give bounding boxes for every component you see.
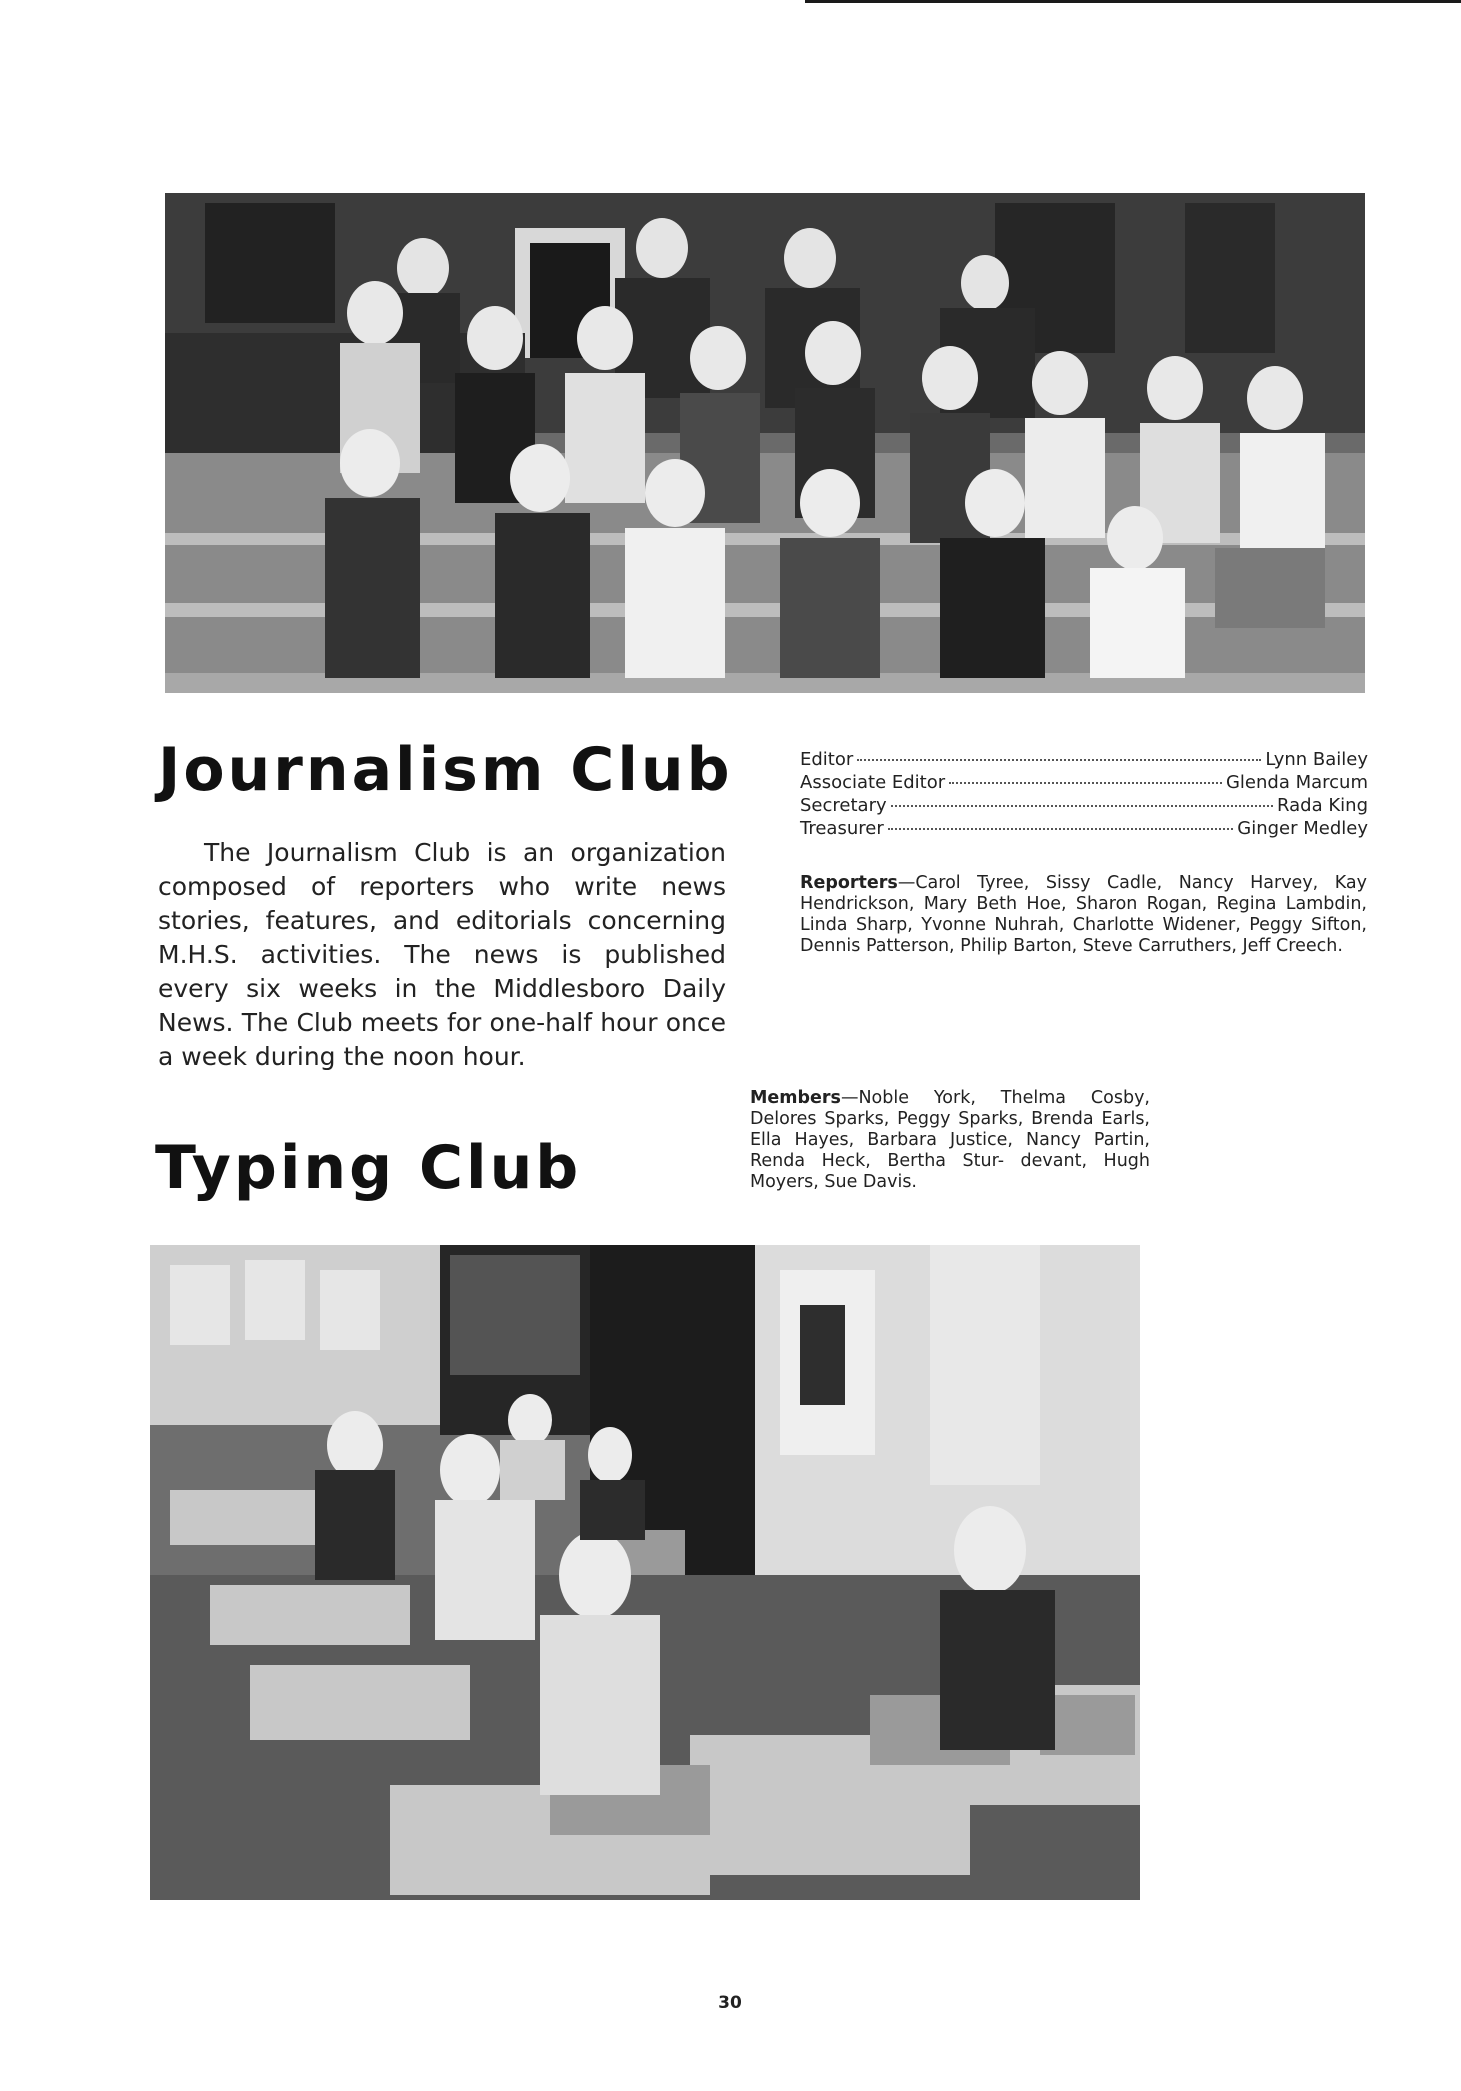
page-edge-line [805, 0, 1461, 3]
officer-list [800, 748, 1368, 840]
officer-name: Rada King [1277, 795, 1368, 816]
officer-name: Ginger Medley [1237, 818, 1368, 839]
reporters-names: —Carol Tyree, Sissy Cadle, Nancy Harvey, Kay Hendrickson, Mary Beth Hoe, Sharon Rogan, Regina Lambdin, Linda Sharp, Yvonne Nuhrah, Charlotte Widener, Peggy Sifton, Dennis Patterson, Philip Barton, Steve Carruthers, Jeff Creech. [800, 873, 1367, 956]
officer-role: Associate Editor [800, 772, 946, 793]
officer-role: Treasurer [800, 818, 884, 839]
officer-name: Glenda Marcum [1225, 772, 1368, 793]
officer-name: Lynn Bailey [1265, 749, 1368, 770]
leader-dots [891, 805, 1273, 807]
leader-dots [857, 759, 1261, 761]
leader-dots [888, 828, 1234, 830]
officer-row [800, 817, 1368, 840]
typing-club-photo [150, 1245, 1140, 1900]
officer-row [800, 748, 1368, 771]
officer-row [800, 771, 1368, 794]
reporters-label: Reporters [800, 873, 898, 893]
officer-role: Editor [800, 749, 854, 770]
journalism-club-title: Journalism Club [158, 735, 733, 805]
members-label: Members [750, 1088, 841, 1108]
typing-club-title: Typing Club [155, 1133, 582, 1203]
officer-role: Secretary [800, 795, 887, 816]
officer-row [800, 794, 1368, 817]
reporters-list [800, 873, 1367, 957]
journalism-club-photo [165, 193, 1365, 693]
typing-members-list [750, 1088, 1150, 1193]
page-number: 30 [718, 1993, 742, 2013]
members-names: —Noble York, Thelma Cosby, Delores Sparks, Peggy Sparks, Brenda Earls, Ella Hayes, Barbara Justice, Nancy Partin, Renda Heck, Bertha Stur- devant, Hugh Moyers, Sue Davis. [750, 1088, 1150, 1192]
journalism-club-description: The Journalism Club is an organization composed of reporters who write news stories, features, and editorials concerning M.H.S. activities. The news is published every six weeks in the Middlesboro Daily News. The Club meets for one-half hour once a week during the noon hour. [158, 838, 726, 1071]
leader-dots [949, 782, 1222, 784]
